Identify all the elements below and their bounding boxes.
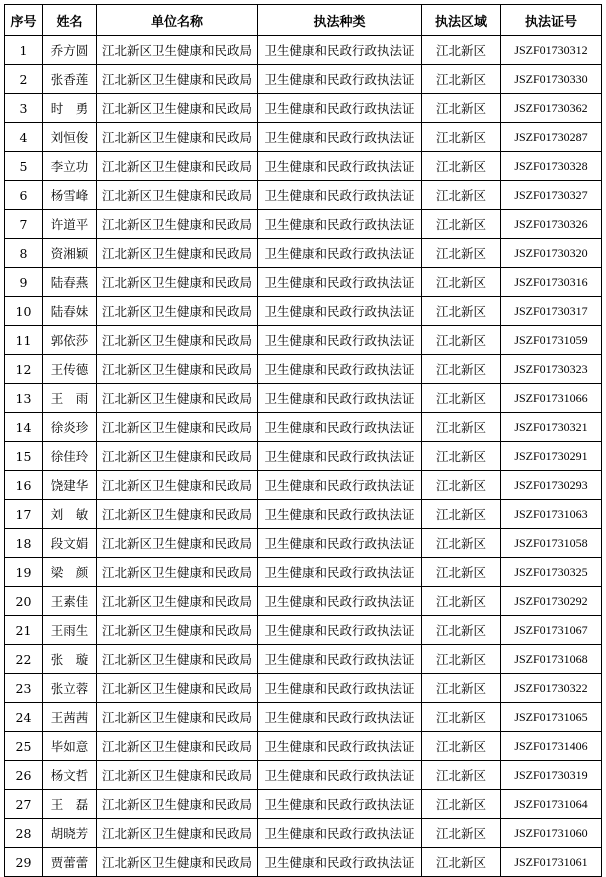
cell-unit: 江北新区卫生健康和民政局 (97, 500, 258, 529)
cell-type: 卫生健康和民政行政执法证 (258, 123, 422, 152)
cell-name: 刘 敏 (43, 500, 97, 529)
table-row (5, 645, 602, 674)
cell-cert-no: JSZF01731061 (501, 848, 602, 877)
cell-unit: 江北新区卫生健康和民政局 (97, 239, 258, 268)
cell-type: 卫生健康和民政行政执法证 (258, 616, 422, 645)
cell-name: 梁 颜 (43, 558, 97, 587)
cell-type: 卫生健康和民政行政执法证 (258, 819, 422, 848)
cell-index: 21 (5, 616, 43, 645)
cell-unit: 江北新区卫生健康和民政局 (97, 790, 258, 819)
cell-area: 江北新区 (422, 558, 501, 587)
header-index: 序号 (5, 5, 43, 36)
cell-name: 段文娟 (43, 529, 97, 558)
cell-index: 8 (5, 239, 43, 268)
cell-type: 卫生健康和民政行政执法证 (258, 558, 422, 587)
cell-unit: 江北新区卫生健康和民政局 (97, 36, 258, 65)
cell-name: 时 勇 (43, 94, 97, 123)
cell-unit: 江北新区卫生健康和民政局 (97, 471, 258, 500)
cell-cert-no: JSZF01730312 (501, 36, 602, 65)
cell-unit: 江北新区卫生健康和民政局 (97, 558, 258, 587)
cell-area: 江北新区 (422, 36, 501, 65)
table-row (5, 239, 602, 268)
table-row (5, 355, 602, 384)
cell-area: 江北新区 (422, 471, 501, 500)
cell-type: 卫生健康和民政行政执法证 (258, 529, 422, 558)
cell-index: 2 (5, 65, 43, 94)
cell-type: 卫生健康和民政行政执法证 (258, 326, 422, 355)
cell-name: 胡晓芳 (43, 819, 97, 848)
table-row (5, 442, 602, 471)
cell-cert-no: JSZF01730323 (501, 355, 602, 384)
header-type: 执法种类 (258, 5, 422, 36)
cell-type: 卫生健康和民政行政执法证 (258, 210, 422, 239)
cell-index: 13 (5, 384, 43, 413)
cell-name: 王素佳 (43, 587, 97, 616)
cell-unit: 江北新区卫生健康和民政局 (97, 732, 258, 761)
cell-cert-no: JSZF01730321 (501, 413, 602, 442)
cell-unit: 江北新区卫生健康和民政局 (97, 674, 258, 703)
cell-cert-no: JSZF01731059 (501, 326, 602, 355)
cell-cert-no: JSZF01730330 (501, 65, 602, 94)
table-row (5, 819, 602, 848)
cell-area: 江北新区 (422, 529, 501, 558)
cell-type: 卫生健康和民政行政执法证 (258, 761, 422, 790)
cell-name: 徐佳玲 (43, 442, 97, 471)
table-row (5, 500, 602, 529)
cell-index: 16 (5, 471, 43, 500)
cell-name: 徐炎珍 (43, 413, 97, 442)
cell-name: 李立功 (43, 152, 97, 181)
table-row (5, 36, 602, 65)
enforcement-personnel-table (4, 4, 602, 877)
cell-area: 江北新区 (422, 384, 501, 413)
cell-area: 江北新区 (422, 848, 501, 877)
cell-unit: 江北新区卫生健康和民政局 (97, 819, 258, 848)
cell-index: 29 (5, 848, 43, 877)
cell-unit: 江北新区卫生健康和民政局 (97, 326, 258, 355)
table-row (5, 761, 602, 790)
cell-unit: 江北新区卫生健康和民政局 (97, 152, 258, 181)
cell-area: 江北新区 (422, 413, 501, 442)
cell-unit: 江北新区卫生健康和民政局 (97, 181, 258, 210)
cell-index: 23 (5, 674, 43, 703)
cell-area: 江北新区 (422, 500, 501, 529)
cell-name: 陆春妹 (43, 297, 97, 326)
cell-cert-no: JSZF01730322 (501, 674, 602, 703)
cell-cert-no: JSZF01731064 (501, 790, 602, 819)
cell-index: 6 (5, 181, 43, 210)
cell-cert-no: JSZF01731067 (501, 616, 602, 645)
table-row (5, 152, 602, 181)
cell-area: 江北新区 (422, 819, 501, 848)
table-row (5, 210, 602, 239)
cell-unit: 江北新区卫生健康和民政局 (97, 384, 258, 413)
cell-area: 江北新区 (422, 210, 501, 239)
cell-type: 卫生健康和民政行政执法证 (258, 152, 422, 181)
cell-type: 卫生健康和民政行政执法证 (258, 384, 422, 413)
cell-area: 江北新区 (422, 442, 501, 471)
table-row (5, 268, 602, 297)
header-name: 姓名 (43, 5, 97, 36)
cell-index: 7 (5, 210, 43, 239)
cell-cert-no: JSZF01730317 (501, 297, 602, 326)
header-area: 执法区域 (422, 5, 501, 36)
cell-area: 江北新区 (422, 761, 501, 790)
cell-index: 12 (5, 355, 43, 384)
cell-area: 江北新区 (422, 65, 501, 94)
table-row (5, 529, 602, 558)
cell-type: 卫生健康和民政行政执法证 (258, 848, 422, 877)
cell-type: 卫生健康和民政行政执法证 (258, 500, 422, 529)
cell-name: 王茜茜 (43, 703, 97, 732)
cell-index: 19 (5, 558, 43, 587)
cell-cert-no: JSZF01731063 (501, 500, 602, 529)
cell-cert-no: JSZF01730320 (501, 239, 602, 268)
cell-index: 27 (5, 790, 43, 819)
cell-name: 许道平 (43, 210, 97, 239)
cell-type: 卫生健康和民政行政执法证 (258, 268, 422, 297)
cell-cert-no: JSZF01730292 (501, 587, 602, 616)
cell-type: 卫生健康和民政行政执法证 (258, 732, 422, 761)
table-row (5, 181, 602, 210)
cell-type: 卫生健康和民政行政执法证 (258, 587, 422, 616)
cell-name: 王雨生 (43, 616, 97, 645)
cell-unit: 江北新区卫生健康和民政局 (97, 761, 258, 790)
cell-area: 江北新区 (422, 268, 501, 297)
cell-index: 10 (5, 297, 43, 326)
cell-unit: 江北新区卫生健康和民政局 (97, 123, 258, 152)
cell-area: 江北新区 (422, 355, 501, 384)
cell-name: 饶建华 (43, 471, 97, 500)
cell-area: 江北新区 (422, 790, 501, 819)
cell-unit: 江北新区卫生健康和民政局 (97, 297, 258, 326)
header-unit: 单位名称 (97, 5, 258, 36)
table-row (5, 94, 602, 123)
cell-type: 卫生健康和民政行政执法证 (258, 297, 422, 326)
cell-name: 王传德 (43, 355, 97, 384)
cell-unit: 江北新区卫生健康和民政局 (97, 442, 258, 471)
cell-unit: 江北新区卫生健康和民政局 (97, 94, 258, 123)
cell-index: 4 (5, 123, 43, 152)
cell-index: 18 (5, 529, 43, 558)
table-row (5, 703, 602, 732)
cell-type: 卫生健康和民政行政执法证 (258, 442, 422, 471)
table-row (5, 384, 602, 413)
cell-area: 江北新区 (422, 297, 501, 326)
cell-type: 卫生健康和民政行政执法证 (258, 645, 422, 674)
cell-area: 江北新区 (422, 181, 501, 210)
cell-index: 15 (5, 442, 43, 471)
cell-cert-no: JSZF01730327 (501, 181, 602, 210)
header-cert-no: 执法证号 (501, 5, 602, 36)
table-row (5, 790, 602, 819)
cell-name: 资湘颖 (43, 239, 97, 268)
cell-cert-no: JSZF01731065 (501, 703, 602, 732)
cell-cert-no: JSZF01730328 (501, 152, 602, 181)
cell-type: 卫生健康和民政行政执法证 (258, 355, 422, 384)
cell-type: 卫生健康和民政行政执法证 (258, 790, 422, 819)
cell-area: 江北新区 (422, 239, 501, 268)
table-row (5, 848, 602, 877)
cell-unit: 江北新区卫生健康和民政局 (97, 616, 258, 645)
cell-unit: 江北新区卫生健康和民政局 (97, 848, 258, 877)
cell-index: 5 (5, 152, 43, 181)
cell-name: 杨雪峰 (43, 181, 97, 210)
cell-index: 9 (5, 268, 43, 297)
table-row (5, 471, 602, 500)
cell-type: 卫生健康和民政行政执法证 (258, 703, 422, 732)
cell-cert-no: JSZF01730293 (501, 471, 602, 500)
cell-type: 卫生健康和民政行政执法证 (258, 94, 422, 123)
cell-index: 1 (5, 36, 43, 65)
cell-area: 江北新区 (422, 123, 501, 152)
cell-area: 江北新区 (422, 152, 501, 181)
cell-type: 卫生健康和民政行政执法证 (258, 239, 422, 268)
cell-unit: 江北新区卫生健康和民政局 (97, 268, 258, 297)
cell-name: 杨文哲 (43, 761, 97, 790)
table-row (5, 732, 602, 761)
cell-type: 卫生健康和民政行政执法证 (258, 181, 422, 210)
cell-name: 刘恒俊 (43, 123, 97, 152)
cell-index: 14 (5, 413, 43, 442)
cell-unit: 江北新区卫生健康和民政局 (97, 355, 258, 384)
cell-cert-no: JSZF01731406 (501, 732, 602, 761)
table-row (5, 616, 602, 645)
cell-name: 张立蓉 (43, 674, 97, 703)
table-row (5, 413, 602, 442)
table-row (5, 123, 602, 152)
table-row (5, 558, 602, 587)
cell-cert-no: JSZF01730326 (501, 210, 602, 239)
cell-unit: 江北新区卫生健康和民政局 (97, 529, 258, 558)
table-row (5, 297, 602, 326)
cell-index: 11 (5, 326, 43, 355)
cell-name: 张 璇 (43, 645, 97, 674)
cell-name: 郭依莎 (43, 326, 97, 355)
cell-cert-no: JSZF01730319 (501, 761, 602, 790)
cell-type: 卫生健康和民政行政执法证 (258, 65, 422, 94)
cell-cert-no: JSZF01731066 (501, 384, 602, 413)
cell-unit: 江北新区卫生健康和民政局 (97, 413, 258, 442)
table-row (5, 674, 602, 703)
cell-name: 毕如意 (43, 732, 97, 761)
cell-unit: 江北新区卫生健康和民政局 (97, 210, 258, 239)
cell-name: 张香莲 (43, 65, 97, 94)
cell-cert-no: JSZF01730316 (501, 268, 602, 297)
cell-name: 王 磊 (43, 790, 97, 819)
cell-area: 江北新区 (422, 645, 501, 674)
cell-type: 卫生健康和民政行政执法证 (258, 36, 422, 65)
cell-index: 20 (5, 587, 43, 616)
cell-area: 江北新区 (422, 674, 501, 703)
cell-area: 江北新区 (422, 732, 501, 761)
cell-index: 17 (5, 500, 43, 529)
cell-index: 26 (5, 761, 43, 790)
cell-cert-no: JSZF01730325 (501, 558, 602, 587)
cell-name: 乔方圆 (43, 36, 97, 65)
cell-unit: 江北新区卫生健康和民政局 (97, 703, 258, 732)
cell-index: 28 (5, 819, 43, 848)
cell-cert-no: JSZF01731068 (501, 645, 602, 674)
cell-unit: 江北新区卫生健康和民政局 (97, 645, 258, 674)
cell-type: 卫生健康和民政行政执法证 (258, 413, 422, 442)
cell-area: 江北新区 (422, 587, 501, 616)
cell-area: 江北新区 (422, 326, 501, 355)
cell-cert-no: JSZF01731060 (501, 819, 602, 848)
cell-area: 江北新区 (422, 94, 501, 123)
table-row (5, 326, 602, 355)
cell-type: 卫生健康和民政行政执法证 (258, 674, 422, 703)
cell-index: 25 (5, 732, 43, 761)
table-row (5, 65, 602, 94)
table-header-row (5, 5, 602, 36)
cell-name: 王 雨 (43, 384, 97, 413)
cell-name: 贾蕾蕾 (43, 848, 97, 877)
cell-index: 3 (5, 94, 43, 123)
cell-index: 24 (5, 703, 43, 732)
cell-cert-no: JSZF01731058 (501, 529, 602, 558)
cell-name: 陆春燕 (43, 268, 97, 297)
cell-area: 江北新区 (422, 703, 501, 732)
cell-index: 22 (5, 645, 43, 674)
cell-cert-no: JSZF01730287 (501, 123, 602, 152)
cell-unit: 江北新区卫生健康和民政局 (97, 587, 258, 616)
cell-cert-no: JSZF01730362 (501, 94, 602, 123)
cell-area: 江北新区 (422, 616, 501, 645)
table-row (5, 587, 602, 616)
cell-type: 卫生健康和民政行政执法证 (258, 471, 422, 500)
cell-cert-no: JSZF01730291 (501, 442, 602, 471)
cell-unit: 江北新区卫生健康和民政局 (97, 65, 258, 94)
